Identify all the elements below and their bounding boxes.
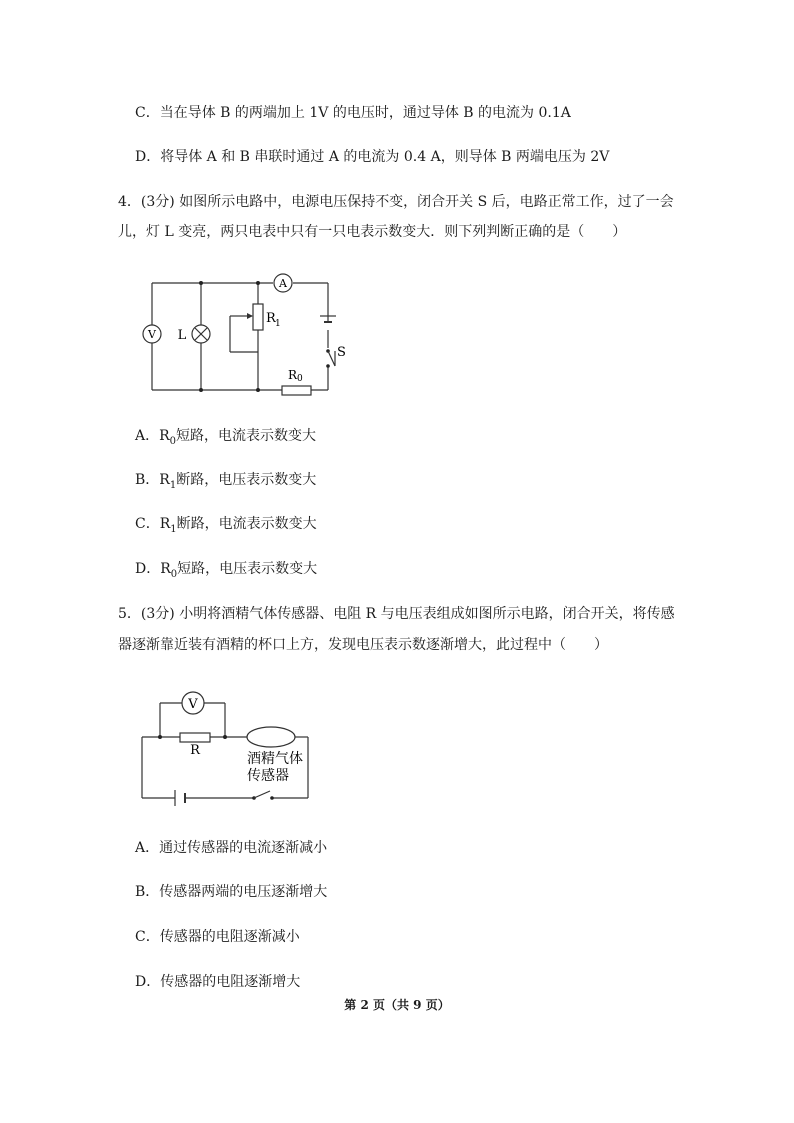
q5-voltmeter [182, 692, 204, 714]
junction-dot [158, 735, 162, 739]
q5-option-d: D．传感器的电阻逐渐增大 [135, 974, 301, 990]
q4-option-c: C．$R_1$断路，电流表示数变大 [135, 516, 317, 535]
q5-resistor [180, 733, 210, 758]
junction-dot [223, 735, 227, 739]
svg-text:V: V [148, 328, 156, 341]
q4-lamp [178, 325, 210, 343]
q4-lamp-label: L [177, 328, 187, 343]
q4-resistor [282, 368, 311, 395]
junction-dot [256, 281, 260, 285]
q5-stem-line1: 5．(3分) 小明将酒精气体传感器、电阻 R 与电压表组成如图所示电路，闭合开关，将传感 [118, 606, 675, 622]
svg-text:V: V [188, 697, 198, 712]
q4-stem-line1: 4．(3分) 如图所示电路中，电源电压保持不变，闭合开关 S 后，电路正常工作，过了一会 [118, 194, 674, 210]
q5-switch [252, 791, 274, 800]
q5-sensor [247, 727, 303, 784]
q4-switch [326, 345, 346, 368]
q5-battery [175, 790, 185, 806]
junction-dot [199, 281, 203, 285]
q4-option-d: D．$R_0$短路，电压表示数变大 [135, 561, 318, 580]
q3-option-d: D．将导体 A 和 B 串联时通过 A 的电流为 0.4 A，则导体 B 两端电压为 2V [135, 149, 610, 165]
q4-rheostat-label: R [266, 311, 276, 326]
q4-option-a: A．$R_0$短路，电流表示数变大 [135, 428, 317, 447]
q5-option-c: C．传感器的电阻逐渐减小 [135, 929, 300, 945]
q4-rheostat [246, 304, 281, 330]
q5-option-b: B．传感器两端的电压逐渐增大 [135, 884, 328, 900]
q5-option-a: A．通过传感器的电流逐渐减小 [135, 840, 328, 856]
page-footer: 第 2 页（共 9 页） [344, 998, 450, 1012]
svg-text:A: A [279, 277, 287, 290]
q5-stem-line2: 器逐渐靠近装有酒精的杯口上方，发现电压表示数逐渐增大，此过程中（ ） [118, 637, 608, 653]
q4-ammeter [274, 274, 292, 292]
q4-stem-line2: 儿，灯 L 变亮，两只电表中只有一只电表示数变大．则下列判断正确的是（ ） [118, 224, 627, 240]
q3-option-c: C．当在导体 B 的两端加上 1V 的电压时，通过导体 B 的电流为 0.1A [135, 105, 571, 121]
q4-circuit-diagram [140, 268, 370, 403]
junction-dot [256, 388, 260, 392]
junction-dot [199, 388, 203, 392]
q4-rheostat-sub: 1 [275, 319, 281, 329]
q5-sensor-label-line1: 酒精气体 [247, 751, 303, 767]
q4-resistor-label: R [288, 368, 298, 382]
q5-sensor-label-line2: 传感器 [247, 768, 289, 784]
q5-circuit-diagram [135, 682, 325, 807]
q4-option-b: B．$R_1$断路，电压表示数变大 [135, 472, 317, 491]
q4-switch-label: S [337, 345, 346, 360]
q5-resistor-label: R [190, 743, 200, 758]
q4-resistor-sub: 0 [297, 374, 303, 384]
q4-voltmeter [143, 325, 161, 343]
